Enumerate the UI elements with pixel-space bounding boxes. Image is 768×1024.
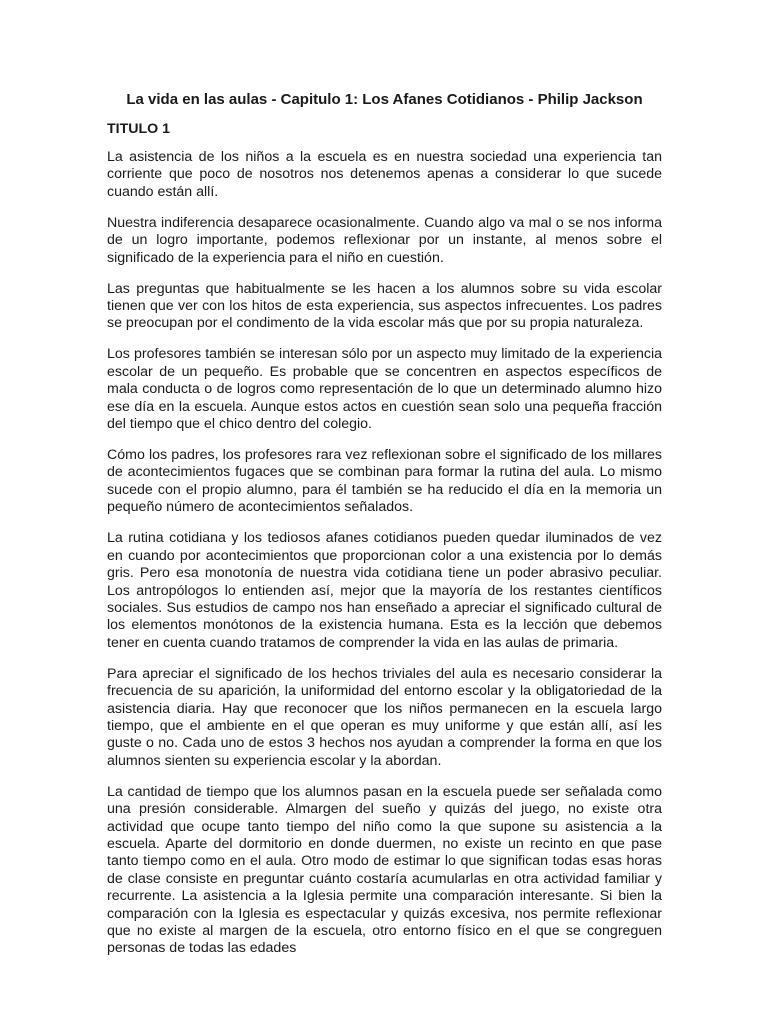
paragraph-5: Cómo los padres, los profesores rara vez reflexionan sobre el significado de los millares de acontecimientos fugaces que se combinan para formar la rutina del aula. Lo mismo sucede con el propio alumno, para él también se ha reducido el día en la memoria un pequeño número de acontecimientos señalados. (107, 447, 662, 516)
paragraph-3: Las preguntas que habitualmente se les hacen a los alumnos sobre su vida escolar tienen que ver con los hitos de esta experiencia, sus aspectos infrecuentes. Los padres se preocupan por el condimento de la vida escolar más que por su propia naturaleza. (107, 280, 662, 332)
section-heading: TITULO 1 (107, 121, 171, 137)
paragraph-6: La rutina cotidiana y los tediosos afanes cotidianos pueden quedar iluminados de vez en cuando por acontecimientos que proporcionan color a una existencia por lo demás gris. Pero esa monotonía de nuestra vida cotidiana tiene un poder abrasivo peculiar. Los antropólogos lo entienden así, mejor que la mayoría de los restantes científicos sociales. Sus estudios de campo nos han enseñado a apreciar el significado cultural de los elementos monótonos de la existencia humana. Esta es la lección que debemos tener en cuenta cuando tratamos de comprender la vida en las aulas de primaria. (107, 530, 662, 651)
paragraph-1: La asistencia de los niños a la escuela es en nuestra sociedad una experiencia tan corriente que poco de nosotros nos detenemos apenas a considerar lo que sucede cuando están allí. (107, 149, 662, 200)
paragraph-2: Nuestra indiferencia desaparece ocasionalmente. Cuando algo va mal o se nos informa de un logro importante, podemos reflexionar por un instante, al menos sobre el significado de la experiencia para el niño en cuestión. (107, 214, 662, 266)
paragraph-4: Los profesores también se interesan sólo por un aspecto muy limitado de la experiencia escolar de un pequeño. Es probable que se concentren en aspectos específicos de mala conducta o de logros como representación de lo que un determinado alumno hizo ese día en la escuela. Aunque estos actos en cuestión sean solo una pequeña fracción del tiempo que el chico dentro del colegio. (107, 346, 662, 433)
paragraph-8: La cantidad de tiempo que los alumnos pasan en la escuela puede ser señalada como una presión considerable. Almargen del sueño y quizás del juego, no existe otra actividad que ocupe tanto tiempo del niño como la que supone su asistencia a la escuela. Aparte del dormitorio en donde duermen, no existe un recinto en que pase tanto tiempo como en el aula. Otro modo de estimar lo que significan todas esas horas de clase consiste en preguntar cuánto costaría acumularlas en otra actividad familiar y recurrente. La asistencia a la Iglesia permite una comparación interesante. Si bien la comparación con la Iglesia es espectacular y quizás excesiva, nos permite reflexionar que no existe al margen de la escuela, otro entorno físico en el que se congreguen personas de todas las edades (107, 783, 662, 957)
document-body (107, 90, 662, 971)
paragraph-7: Para apreciar el significado de los hechos triviales del aula es necesario considerar la frecuencia de su aparición, la uniformidad del entorno escolar y la obligatoriedad de la asistencia diaria. Hay que reconocer que los niños permanecen en la escuela largo tiempo, que el ambiente en el que operan es muy uniforme y que están allí, así les guste o no. Cada uno de estos 3 hechos nos ayudan a comprender la forma en que los alumnos sienten su experiencia escolar y la abordan. (107, 665, 662, 769)
document-title: La vida en las aulas - Capitulo 1: Los Afanes Cotidianos - Philip Jackson (126, 91, 643, 108)
